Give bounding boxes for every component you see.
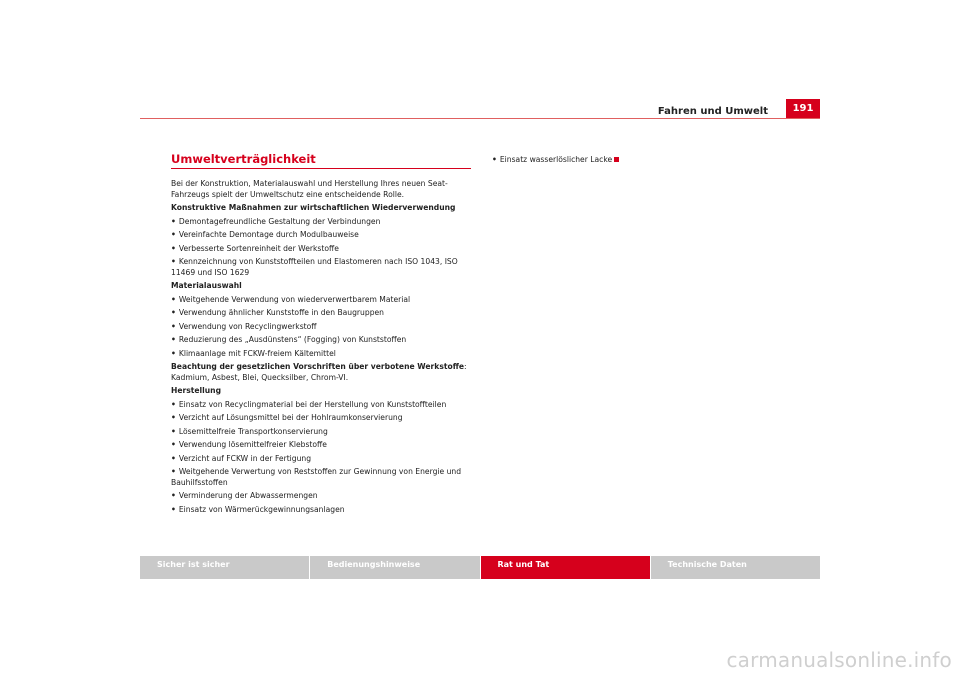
bullet-icon: • xyxy=(171,467,176,476)
list-item: • Weitgehende Verwertung von Reststoffen zur Gewinnung von Energie und Bauhilfsstoffen xyxy=(171,467,462,487)
bullet-icon: • xyxy=(171,413,176,422)
list-item: • Verzicht auf Lösungsmittel bei der Hohlraumkonservierung xyxy=(171,413,403,422)
vorschriften-text: : Kadmium, Asbest, Blei, Quecksilber, Chrom-VI. xyxy=(171,362,467,382)
bullet-icon: • xyxy=(171,257,176,266)
bullet-icon: • xyxy=(171,440,176,449)
bullet-icon: • xyxy=(171,308,176,317)
list-item: • Vereinfachte Demontage durch Modulbauweise xyxy=(171,230,359,239)
bullet-icon: • xyxy=(171,294,176,304)
tab-technische-daten[interactable]: Technische Daten xyxy=(651,556,820,579)
watermark: carmanualsonline.info xyxy=(726,648,952,672)
intro-paragraph: Bei der Konstruktion, Materialauswahl und Herstellung Ihres neuen Seat-Fahrzeugs spielt der Umweltschutz eine entscheidende Rolle. xyxy=(171,179,448,199)
list-item: • Einsatz von Wärmerückgewinnungsanlagen xyxy=(171,504,345,514)
bullet-icon: • xyxy=(171,399,176,409)
list-item: • Verbesserte Sortenreinheit der Werkstoffe xyxy=(171,243,339,253)
section-title: Umweltverträglichkeit xyxy=(171,152,471,169)
vorschriften-note xyxy=(171,362,471,383)
list-item: • Einsatz wasserlöslicher Lacke xyxy=(492,155,792,166)
list-item: • Verwendung lösemittelfreier Klebstoffe xyxy=(171,440,327,449)
bullet-icon: • xyxy=(171,243,176,253)
list-item: • Verminderung der Abwassermengen xyxy=(171,491,318,500)
bullet-icon: • xyxy=(171,491,176,500)
vorschriften-heading: Beachtung der gesetzlichen Vorschriften über verbotene Werkstoffe xyxy=(171,362,464,371)
list-item: • Verwendung ähnlicher Kunststoffe in den Baugruppen xyxy=(171,308,384,317)
tab-bedienungshinweise[interactable]: Bedienungshinweise xyxy=(310,556,479,579)
list-item: • Weitgehende Verwendung von wiederverwertbarem Material xyxy=(171,294,411,304)
page-number-badge: 191 xyxy=(786,99,820,119)
section-end-icon xyxy=(614,157,619,162)
list-item: • Einsatz von Recyclingmaterial bei der Herstellung von Kunststoffteilen xyxy=(171,399,447,409)
right-column xyxy=(492,152,792,166)
list-item: • Verwendung von Recyclingwerkstoff xyxy=(171,321,317,331)
material-heading: Materialauswahl xyxy=(171,281,242,290)
bullet-icon: • xyxy=(171,216,176,226)
bullet-icon: • xyxy=(171,321,176,331)
list-item: • Verzicht auf FCKW in der Fertigung xyxy=(171,453,312,463)
bullet-icon: • xyxy=(492,155,497,164)
bullet-icon: • xyxy=(171,335,176,344)
list-item: • Klimaanlage mit FCKW-freiem Kältemittel xyxy=(171,348,336,358)
header-divider xyxy=(140,118,820,119)
bullet-icon: • xyxy=(171,504,176,514)
bullet-icon: • xyxy=(171,453,176,463)
list-item: • Reduzierung des „Ausdünstens“ (Fogging) von Kunststoffen xyxy=(171,335,407,344)
konstruktiv-heading: Konstruktive Maßnahmen zur wirtschaftlichen Wiederverwendung xyxy=(171,203,456,212)
bullet-icon: • xyxy=(171,230,176,239)
list-item: • Demontagefreundliche Gestaltung der Verbindungen xyxy=(171,216,381,226)
bullet-icon: • xyxy=(171,426,176,436)
left-column xyxy=(171,152,471,515)
list-item: • Lösemittelfreie Transportkonservierung xyxy=(171,426,328,436)
chapter-title: Fahren und Umwelt xyxy=(657,106,768,117)
bullet-icon: • xyxy=(171,348,176,358)
tab-sicher-ist-sicher[interactable]: Sicher ist sicher xyxy=(140,556,309,579)
list-item: • Kennzeichnung von Kunststoffteilen und Elastomeren nach ISO 1043, ISO 11469 und ISO 1629 xyxy=(171,257,458,277)
footer-nav xyxy=(140,556,820,579)
tab-rat-und-tat[interactable]: Rat und Tat xyxy=(481,556,650,579)
herstellung-heading: Herstellung xyxy=(171,386,222,395)
